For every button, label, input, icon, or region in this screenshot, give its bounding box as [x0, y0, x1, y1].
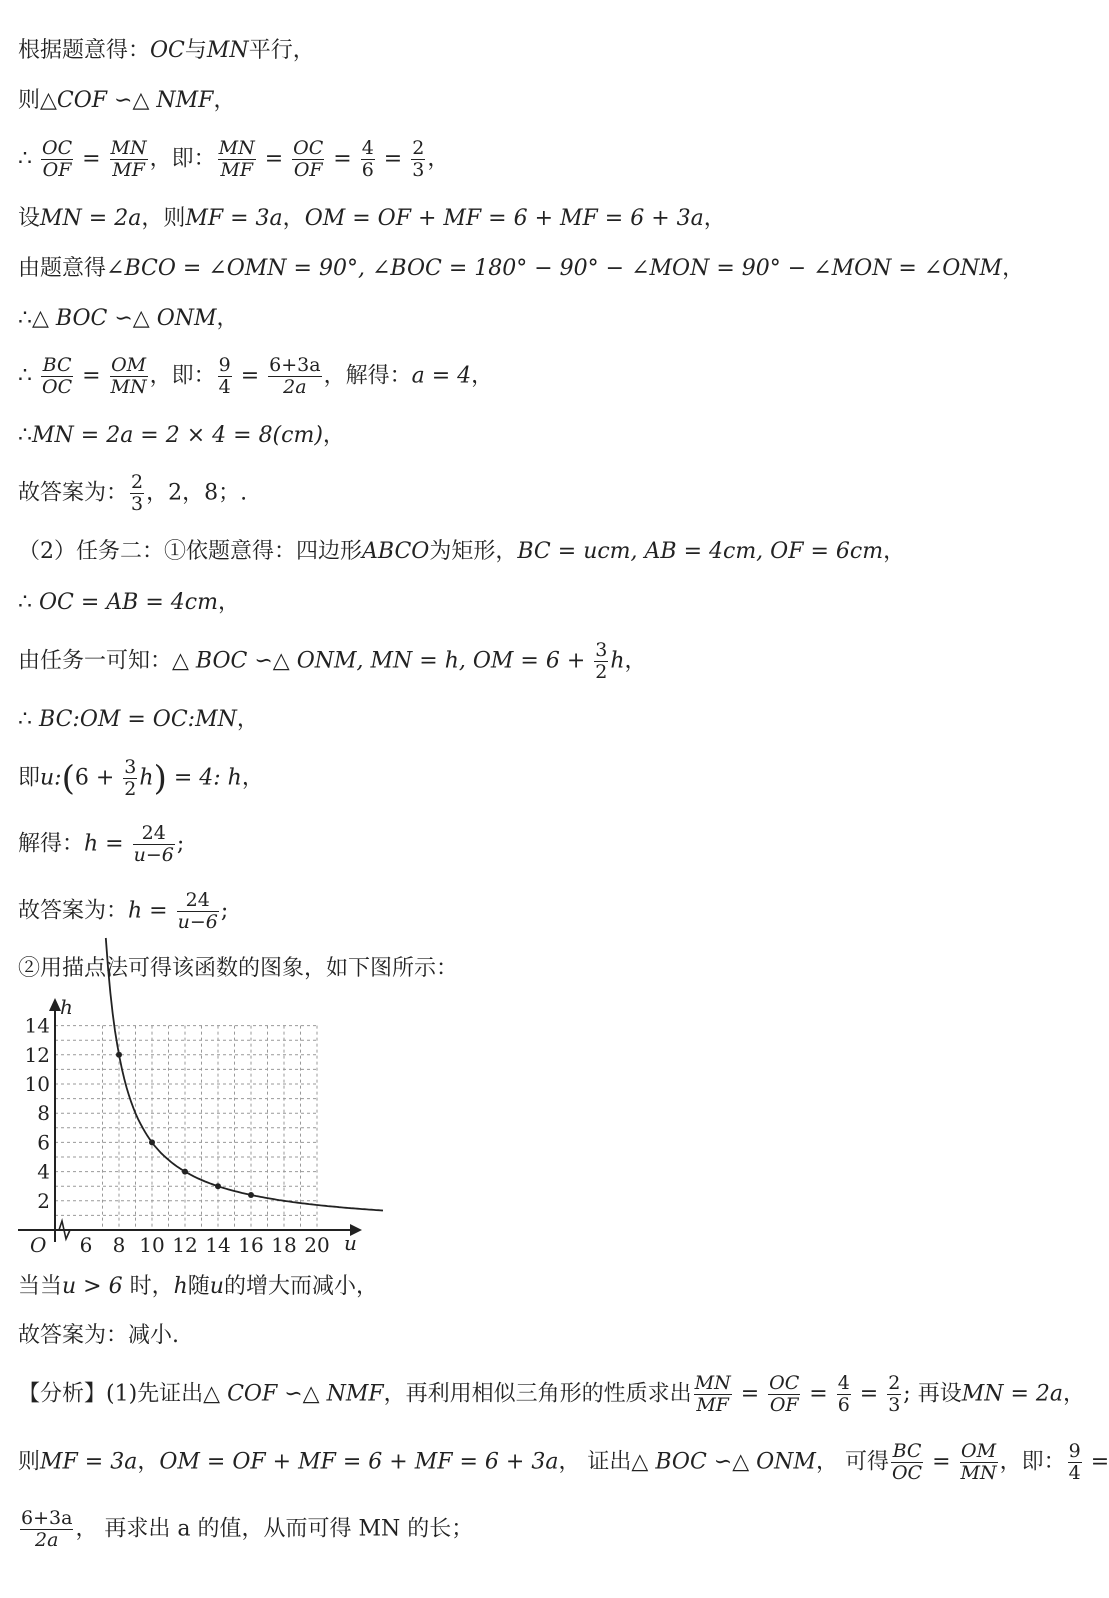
fraction — [292, 138, 324, 181]
numerator: 4 — [361, 137, 374, 159]
text: 根据题意得： — [18, 38, 151, 63]
denominator: 2a — [268, 376, 321, 398]
text: 故答案为： — [18, 480, 129, 506]
denominator: MF — [218, 159, 256, 181]
fraction — [218, 355, 232, 398]
math: OM = OF + MF = 6 + MF = 6 + 3a — [159, 1449, 559, 1475]
text: ， — [236, 707, 259, 732]
math: ∠BCO = ∠OMN = 90°, ∠BOC = 180° − 90° − ∠MON = 90° − ∠MON = ∠ONM — [106, 256, 1003, 281]
y-tick-label: 8 — [37, 1101, 50, 1126]
text: ， 再求出 a 的值，从而可得 MN 的长； — [75, 1516, 474, 1542]
text: ， — [282, 206, 305, 231]
numerator: OC — [42, 137, 73, 159]
y-tick-label: 10 — [24, 1072, 50, 1096]
fraction — [177, 890, 219, 933]
denominator: 2a — [20, 1529, 73, 1551]
math: COF — [227, 1381, 278, 1407]
numerator: 24 — [141, 822, 166, 844]
text: ， — [217, 590, 240, 615]
fraction — [891, 1441, 923, 1484]
equals: = — [233, 363, 267, 389]
solution-line-4 — [18, 208, 726, 230]
math: MN = 2a — [961, 1381, 1064, 1407]
math: u: — [40, 765, 62, 791]
numerator: 3 — [124, 756, 137, 778]
text: 故答案为：减小. — [18, 1323, 179, 1348]
math: h — [610, 648, 625, 674]
numerator: 2 — [888, 1372, 901, 1394]
data-point — [182, 1169, 188, 1175]
fraction — [41, 138, 73, 181]
text: 则△ — [18, 88, 57, 113]
fraction — [837, 1373, 851, 1416]
text: 随 — [187, 1274, 210, 1299]
solution-line-5 — [18, 258, 1024, 280]
text: ，即： — [149, 363, 216, 389]
text: ，解得： — [323, 363, 412, 389]
equals: = — [326, 146, 359, 172]
text: ; 再设 — [903, 1381, 962, 1407]
math: h = — [128, 898, 175, 924]
fraction — [218, 138, 256, 181]
x-tick-label: 20 — [304, 1233, 330, 1257]
denominator: MN — [110, 375, 147, 398]
math: u — [209, 1274, 224, 1299]
text: 即 — [18, 765, 41, 791]
numerator: MN — [110, 137, 147, 159]
fraction — [768, 1373, 800, 1416]
equals: = — [376, 146, 410, 172]
fraction — [20, 1508, 73, 1551]
denominator: MF — [694, 1394, 732, 1416]
equals: = — [257, 146, 291, 172]
numerator: BC — [892, 1440, 922, 1462]
denominator: OF — [293, 158, 323, 181]
fraction — [411, 138, 425, 181]
math: = 4: h — [166, 765, 242, 791]
right-paren: ) — [153, 758, 167, 799]
text: ; — [220, 898, 229, 924]
math: △ BOC ∽△ ONM, MN = h, OM = 6 + — [172, 648, 593, 674]
numerator: 2 — [131, 471, 144, 493]
fraction — [1068, 1441, 1082, 1484]
math: ABCO — [362, 539, 430, 564]
y-tick-label: 12 — [24, 1042, 50, 1067]
therefore-symbol: ∴ — [18, 707, 39, 732]
data-point — [149, 1139, 155, 1145]
numerator: 6+3a — [21, 1507, 73, 1529]
therefore-symbol: ∴ — [18, 423, 32, 448]
solution-line-1 — [18, 40, 315, 62]
fraction — [41, 355, 73, 398]
text: ， — [137, 1449, 160, 1475]
analysis-line-2 — [18, 1441, 1109, 1484]
math: BC:OM = OC:MN — [39, 707, 237, 732]
text: 的增大而减小， — [223, 1274, 378, 1299]
similar-symbol: ∽△ — [107, 306, 157, 331]
text: ， — [241, 765, 264, 791]
fraction — [110, 355, 148, 398]
data-point — [116, 1052, 122, 1058]
fraction — [130, 472, 144, 515]
y-tick-label: 2 — [37, 1188, 50, 1213]
numerator: 4 — [837, 1372, 850, 1394]
numerator: OC — [769, 1372, 800, 1394]
math: OM = OF + MF = 6 + MF = 6 + 3a — [304, 206, 704, 231]
equals: = — [852, 1381, 886, 1407]
numerator: 9 — [218, 354, 231, 376]
x-tick-label: 8 — [112, 1233, 126, 1257]
origin-label: O — [30, 1233, 47, 1257]
denominator: 2 — [124, 777, 137, 800]
equals: = — [75, 363, 108, 389]
math: u > 6 — [62, 1274, 123, 1299]
x-tick-label: 10 — [139, 1233, 165, 1257]
denominator: 3 — [888, 1393, 901, 1416]
math: a = 4 — [411, 363, 472, 389]
math: NMF — [156, 88, 214, 113]
text: ， — [322, 423, 345, 448]
fraction — [694, 1373, 732, 1416]
math: BC = ucm, AB = 4cm, OF = 6cm — [517, 539, 884, 564]
x-tick-label: 16 — [238, 1233, 264, 1257]
denominator: 4 — [1068, 1461, 1081, 1484]
similar-symbol: ∽△ — [706, 1449, 757, 1475]
numerator: BC — [42, 354, 72, 376]
denominator: OF — [769, 1393, 799, 1416]
analysis-line-1 — [18, 1373, 1085, 1416]
equals: = — [925, 1449, 958, 1475]
fraction — [268, 355, 321, 398]
math: h — [139, 765, 154, 791]
solution-line-10 — [18, 541, 905, 563]
text: ， — [216, 306, 239, 331]
axes — [18, 998, 362, 1242]
text: ，即： — [149, 146, 216, 172]
solution-line-2 — [18, 90, 235, 112]
fraction — [123, 757, 137, 800]
solution-line-17 — [18, 958, 458, 980]
numerator: 3 — [595, 639, 608, 661]
solution-line-8 — [18, 425, 345, 447]
text: ， 可得 — [815, 1449, 889, 1475]
math: ONM — [156, 306, 217, 331]
text: ， — [1063, 1381, 1086, 1407]
denominator: OF — [42, 158, 72, 181]
therefore-symbol: ∴ — [18, 146, 32, 172]
denominator: 6 — [361, 158, 374, 181]
text: ， — [1002, 256, 1025, 281]
fraction — [361, 138, 375, 181]
text: ， — [427, 146, 450, 172]
solution-line-16 — [18, 890, 228, 933]
text: ; — [176, 831, 185, 857]
therefore-symbol: ∴ — [18, 590, 39, 615]
math: ONM — [756, 1449, 816, 1475]
numerator: OC — [293, 137, 324, 159]
text: ，再利用相似三角形的性质求出 — [383, 1381, 692, 1407]
text: ，即： — [999, 1449, 1066, 1475]
solution-line-14 — [18, 757, 264, 800]
analysis-line-3 — [18, 1508, 473, 1551]
text: ， — [883, 539, 906, 564]
text: （2）任务二：①依题意得：四边形 — [18, 539, 362, 564]
data-point — [248, 1192, 254, 1198]
text: 【分析】(1)先证出△ — [18, 1381, 228, 1407]
text: 解得： — [18, 831, 85, 857]
text: 设 — [18, 206, 41, 231]
denominator: OC — [891, 1461, 923, 1484]
solution-line-15 — [18, 823, 184, 866]
denominator: 4 — [218, 375, 231, 398]
text: 由题意得 — [18, 256, 107, 281]
text: 则 — [18, 1449, 41, 1475]
similar-symbol: ∽△ — [107, 88, 157, 113]
text: ， — [213, 88, 236, 113]
math: h = — [84, 831, 131, 857]
text: 时， — [122, 1274, 174, 1299]
numerator: 2 — [412, 137, 425, 159]
equals: = — [733, 1381, 767, 1407]
math: MF = 3a — [40, 1449, 138, 1475]
equals: = — [1083, 1449, 1109, 1475]
solution-line-3 — [18, 138, 449, 181]
text: 由任务一可知： — [18, 648, 173, 674]
denominator: OC — [42, 375, 73, 398]
denominator: 3 — [131, 492, 144, 515]
denominator: 3 — [412, 158, 425, 181]
solution-line-12 — [18, 640, 647, 683]
math: BOC — [55, 306, 108, 331]
similar-symbol: ∽△ — [277, 1381, 327, 1407]
fraction — [133, 823, 175, 866]
fraction — [594, 640, 608, 683]
math: OC = AB = 4cm — [39, 590, 218, 615]
math: 6 + — [74, 765, 122, 791]
therefore-symbol: ∴ — [18, 363, 32, 389]
data-point — [215, 1183, 221, 1189]
text: ②用描点法可得该函数的图象，如下图所示： — [18, 956, 459, 981]
text: 当当 — [18, 1274, 63, 1299]
solution-line-18 — [18, 1276, 378, 1298]
equals: = — [802, 1381, 835, 1407]
fraction — [887, 1373, 901, 1416]
text: ， — [624, 648, 647, 674]
text: ， — [703, 206, 726, 231]
numerator: MN — [694, 1372, 731, 1394]
solution-line-13 — [18, 709, 259, 731]
math: COF — [56, 88, 108, 113]
solution-line-19 — [18, 1325, 179, 1347]
math: MN = 2a = 2 × 4 = 8(cm) — [32, 423, 323, 448]
math: MN = 2a — [40, 206, 142, 231]
solution-line-6 — [18, 308, 239, 330]
fraction — [960, 1441, 998, 1484]
numerator: OM — [111, 354, 147, 376]
text: ，则 — [141, 206, 186, 231]
text: ∴△ — [18, 306, 56, 331]
solution-line-7 — [18, 355, 493, 398]
denominator: MN — [960, 1461, 997, 1484]
x-tick-label: 12 — [172, 1233, 198, 1257]
math: MF = 3a — [185, 206, 283, 231]
math: BOC — [655, 1449, 707, 1475]
math: OC — [150, 38, 185, 63]
text: 平行， — [248, 38, 315, 63]
text: 为矩形， — [429, 539, 518, 564]
numerator: MN — [218, 137, 255, 159]
y-tick-label: 14 — [24, 1013, 50, 1038]
numerator: OM — [961, 1440, 997, 1462]
y-tick-label: 6 — [37, 1130, 50, 1155]
x-tick-label: 14 — [205, 1233, 231, 1257]
equals: = — [75, 146, 108, 172]
y-tick-label: 4 — [37, 1159, 50, 1184]
denominator: u−6 — [133, 843, 174, 866]
text: 故答案为： — [18, 898, 129, 924]
solution-line-11 — [18, 592, 240, 614]
math: MN — [206, 38, 249, 63]
denominator: MF — [110, 159, 148, 181]
denominator: 6 — [837, 1393, 850, 1416]
solution-line-9 — [18, 472, 247, 515]
math: h — [173, 1274, 188, 1299]
text: 与 — [184, 38, 207, 63]
left-paren: ( — [61, 758, 75, 799]
math: NMF — [326, 1381, 384, 1407]
x-axis-label: u — [344, 1231, 357, 1255]
numerator: 6+3a — [269, 354, 321, 376]
y-axis-label: h — [60, 995, 73, 1019]
x-tick-label: 6 — [79, 1233, 93, 1257]
text: ，2，8；. — [146, 480, 248, 506]
denominator: 2 — [595, 660, 608, 683]
text: ， 证出△ — [558, 1449, 656, 1475]
x-tick-label: 18 — [271, 1233, 297, 1257]
numerator: 9 — [1068, 1440, 1081, 1462]
fraction — [110, 138, 148, 181]
numerator: 24 — [185, 889, 210, 911]
function-graph — [10, 992, 370, 1260]
denominator: u−6 — [177, 910, 218, 933]
text: ， — [471, 363, 494, 389]
